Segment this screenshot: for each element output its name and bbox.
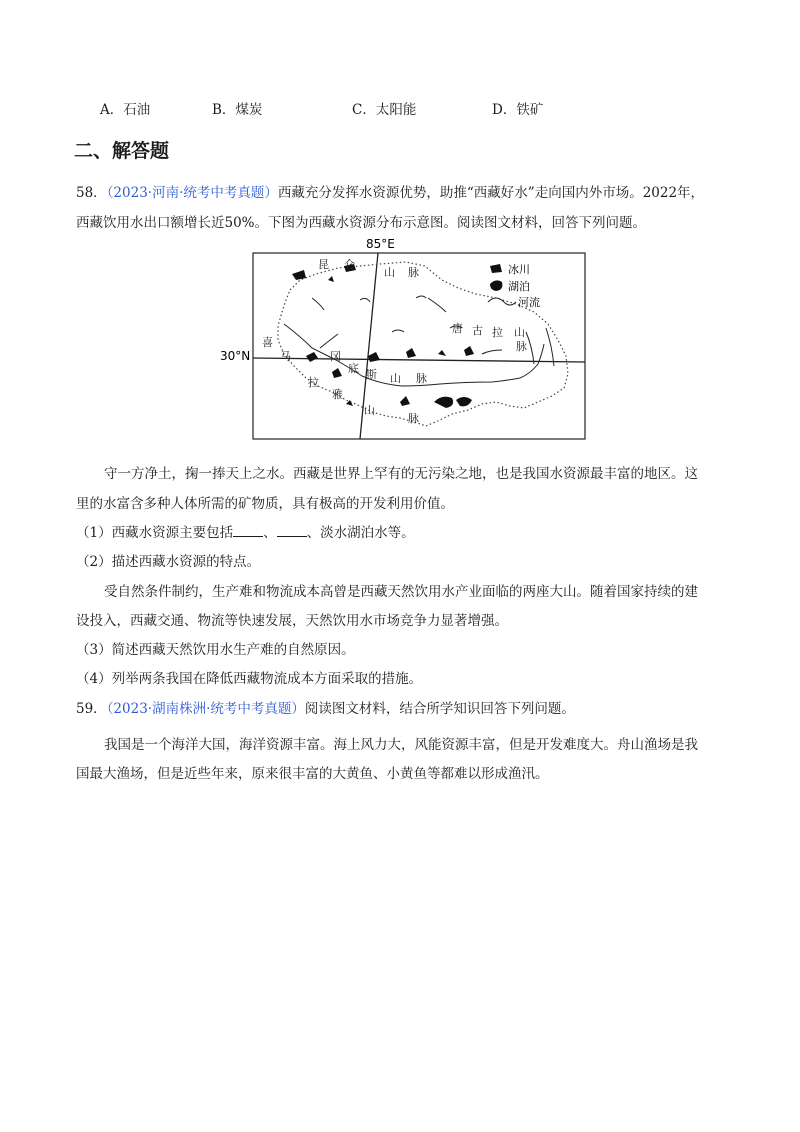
q58-sub4: （4）列举两条我国在降低西藏物流成本方面采取的措施。 <box>76 671 423 687</box>
glacier-gangdise-1 <box>368 352 380 362</box>
q58-sub1 <box>76 521 415 541</box>
glacier-south-1 <box>332 368 342 378</box>
q59-intro-line <box>76 697 575 717</box>
gangdise-2: 底 <box>348 362 359 375</box>
lat-30n-line <box>253 358 585 362</box>
legend-glacier-label: 冰川 <box>508 263 530 276</box>
q58-material-1b: 里的水富含多种人体所需的矿物质，具有极高的开发利用价值。 <box>76 496 454 512</box>
q59-source-link[interactable]: （2023·湖南株洲·统考中考真题） <box>106 701 305 717</box>
q58-blank-1[interactable] <box>233 524 263 537</box>
kunlun-4: 脉 <box>408 266 419 279</box>
himalaya-6: 脉 <box>408 412 419 425</box>
river-nw-1 <box>312 298 324 310</box>
q59-material-b: 国最大渔场，但是近些年来，原来很丰富的大黄鱼、小黄鱼等都难以形成渔汛。 <box>76 766 549 782</box>
q59-intro-text: 阅读图文材料，结合所学知识回答下列问题。 <box>304 701 575 717</box>
q58-sub1-post: 、淡水湖泊水等。 <box>306 525 415 541</box>
tanggula-2: 古 <box>472 324 483 337</box>
himalaya-1: 喜 <box>262 336 273 349</box>
himalaya-3: 拉 <box>308 376 319 389</box>
q58-number: 58． <box>76 185 107 201</box>
kunlun-2: 仑 <box>344 258 355 271</box>
glacier-gangdise-2 <box>406 348 416 358</box>
q59-material-a: 我国是一个海洋大国，海洋资源丰富。海上风力大，风能资源丰富，但是开发难度大。舟山渔场是我 <box>104 737 698 753</box>
lancang-river <box>546 328 554 366</box>
option-a: A．石油 <box>100 102 151 118</box>
river-w-1 <box>320 334 338 348</box>
q58-source-link[interactable]: （2023·河南·统考中考真题） <box>106 185 278 201</box>
legend-lake-icon <box>490 280 502 291</box>
q58-sub2: （2）描述西藏水资源的特点。 <box>76 554 261 570</box>
lake-1 <box>328 276 334 282</box>
kunlun-3: 山 <box>384 266 395 279</box>
lakes <box>328 276 446 406</box>
option-b: B．煤炭 <box>212 102 263 118</box>
q58-sub1-pre: （1）西藏水资源主要包括 <box>76 525 234 541</box>
glacier-himalaya-3 <box>400 396 410 406</box>
option-d: D．铁矿 <box>492 102 544 118</box>
map-frame <box>253 253 585 439</box>
nu-river <box>526 332 534 364</box>
tibet-water-resources-map <box>220 236 600 442</box>
q58-sub3: （3）简述西藏天然饮用水生产难的自然原因。 <box>76 642 355 658</box>
q58-blank-2[interactable] <box>277 524 307 537</box>
river-n-1 <box>428 298 446 312</box>
tanggula-4: 山 <box>514 326 525 339</box>
misc-strokes <box>360 296 462 332</box>
glacier-himalaya-1 <box>434 397 453 408</box>
kunlun-1: 昆 <box>318 258 329 271</box>
section-title: 二、解答题 <box>74 140 170 162</box>
himalaya-5: 山 <box>364 404 375 417</box>
glacier-kunlun-1 <box>292 270 306 280</box>
river-e-1 <box>482 350 502 354</box>
glacier-himalaya-2 <box>456 397 472 406</box>
q58-material-2b: 设投入，西藏交通、物流等快速发展，天然饮用水市场竞争力显著增强。 <box>76 613 508 629</box>
gangdise-5: 脉 <box>416 372 427 385</box>
mountain-labels <box>262 258 527 425</box>
legend-glacier-icon <box>490 264 502 273</box>
gangdise-4: 山 <box>390 372 401 385</box>
legend-river-label: 河流 <box>518 296 540 309</box>
himalaya-4: 雅 <box>332 388 343 401</box>
tanggula-3: 拉 <box>492 326 503 339</box>
q58-intro-line-2: 西藏饮用水出口额增长近50%。下图为西藏水资源分布示意图。阅读图文材料，回答下列问题。 <box>76 215 647 231</box>
q58-sub1-sep: 、 <box>263 525 277 541</box>
yarlung-zangbo-river <box>284 324 520 386</box>
lon-label: 85°E <box>366 237 395 251</box>
q58-material-1a: 守一方净土，掬一捧天上之水。西藏是世界上罕有的无污染之地，也是我国水资源最丰富的地区。这 <box>104 466 698 482</box>
tanggula-1: 唐 <box>452 322 463 335</box>
option-c: C．太阳能 <box>352 102 417 118</box>
lake-2 <box>438 350 446 356</box>
q58-intro-line-1 <box>76 181 704 201</box>
q58-intro-text-1: 西藏充分发挥水资源优势，助推“西藏好水”走向国内外市场。2022年， <box>277 185 705 201</box>
tanggula-5: 脉 <box>516 340 527 353</box>
q58-material-2a: 受自然条件制约，生产难和物流成本高曾是西藏天然饮用水产业面临的两座大山。随着国家持续的建 <box>104 584 698 600</box>
himalaya-2: 马 <box>280 350 291 363</box>
map-legend <box>488 262 540 309</box>
lat-label: 30°N <box>220 349 251 363</box>
gangdise-1: 冈 <box>330 350 341 363</box>
glacier-east-1 <box>464 346 474 356</box>
q59-number: 59． <box>76 701 107 717</box>
glacier-himalaya-w <box>306 352 318 362</box>
gangdise-3: 斯 <box>366 368 377 381</box>
legend-river-icon <box>488 298 516 305</box>
legend-lake-label: 湖泊 <box>508 280 530 293</box>
